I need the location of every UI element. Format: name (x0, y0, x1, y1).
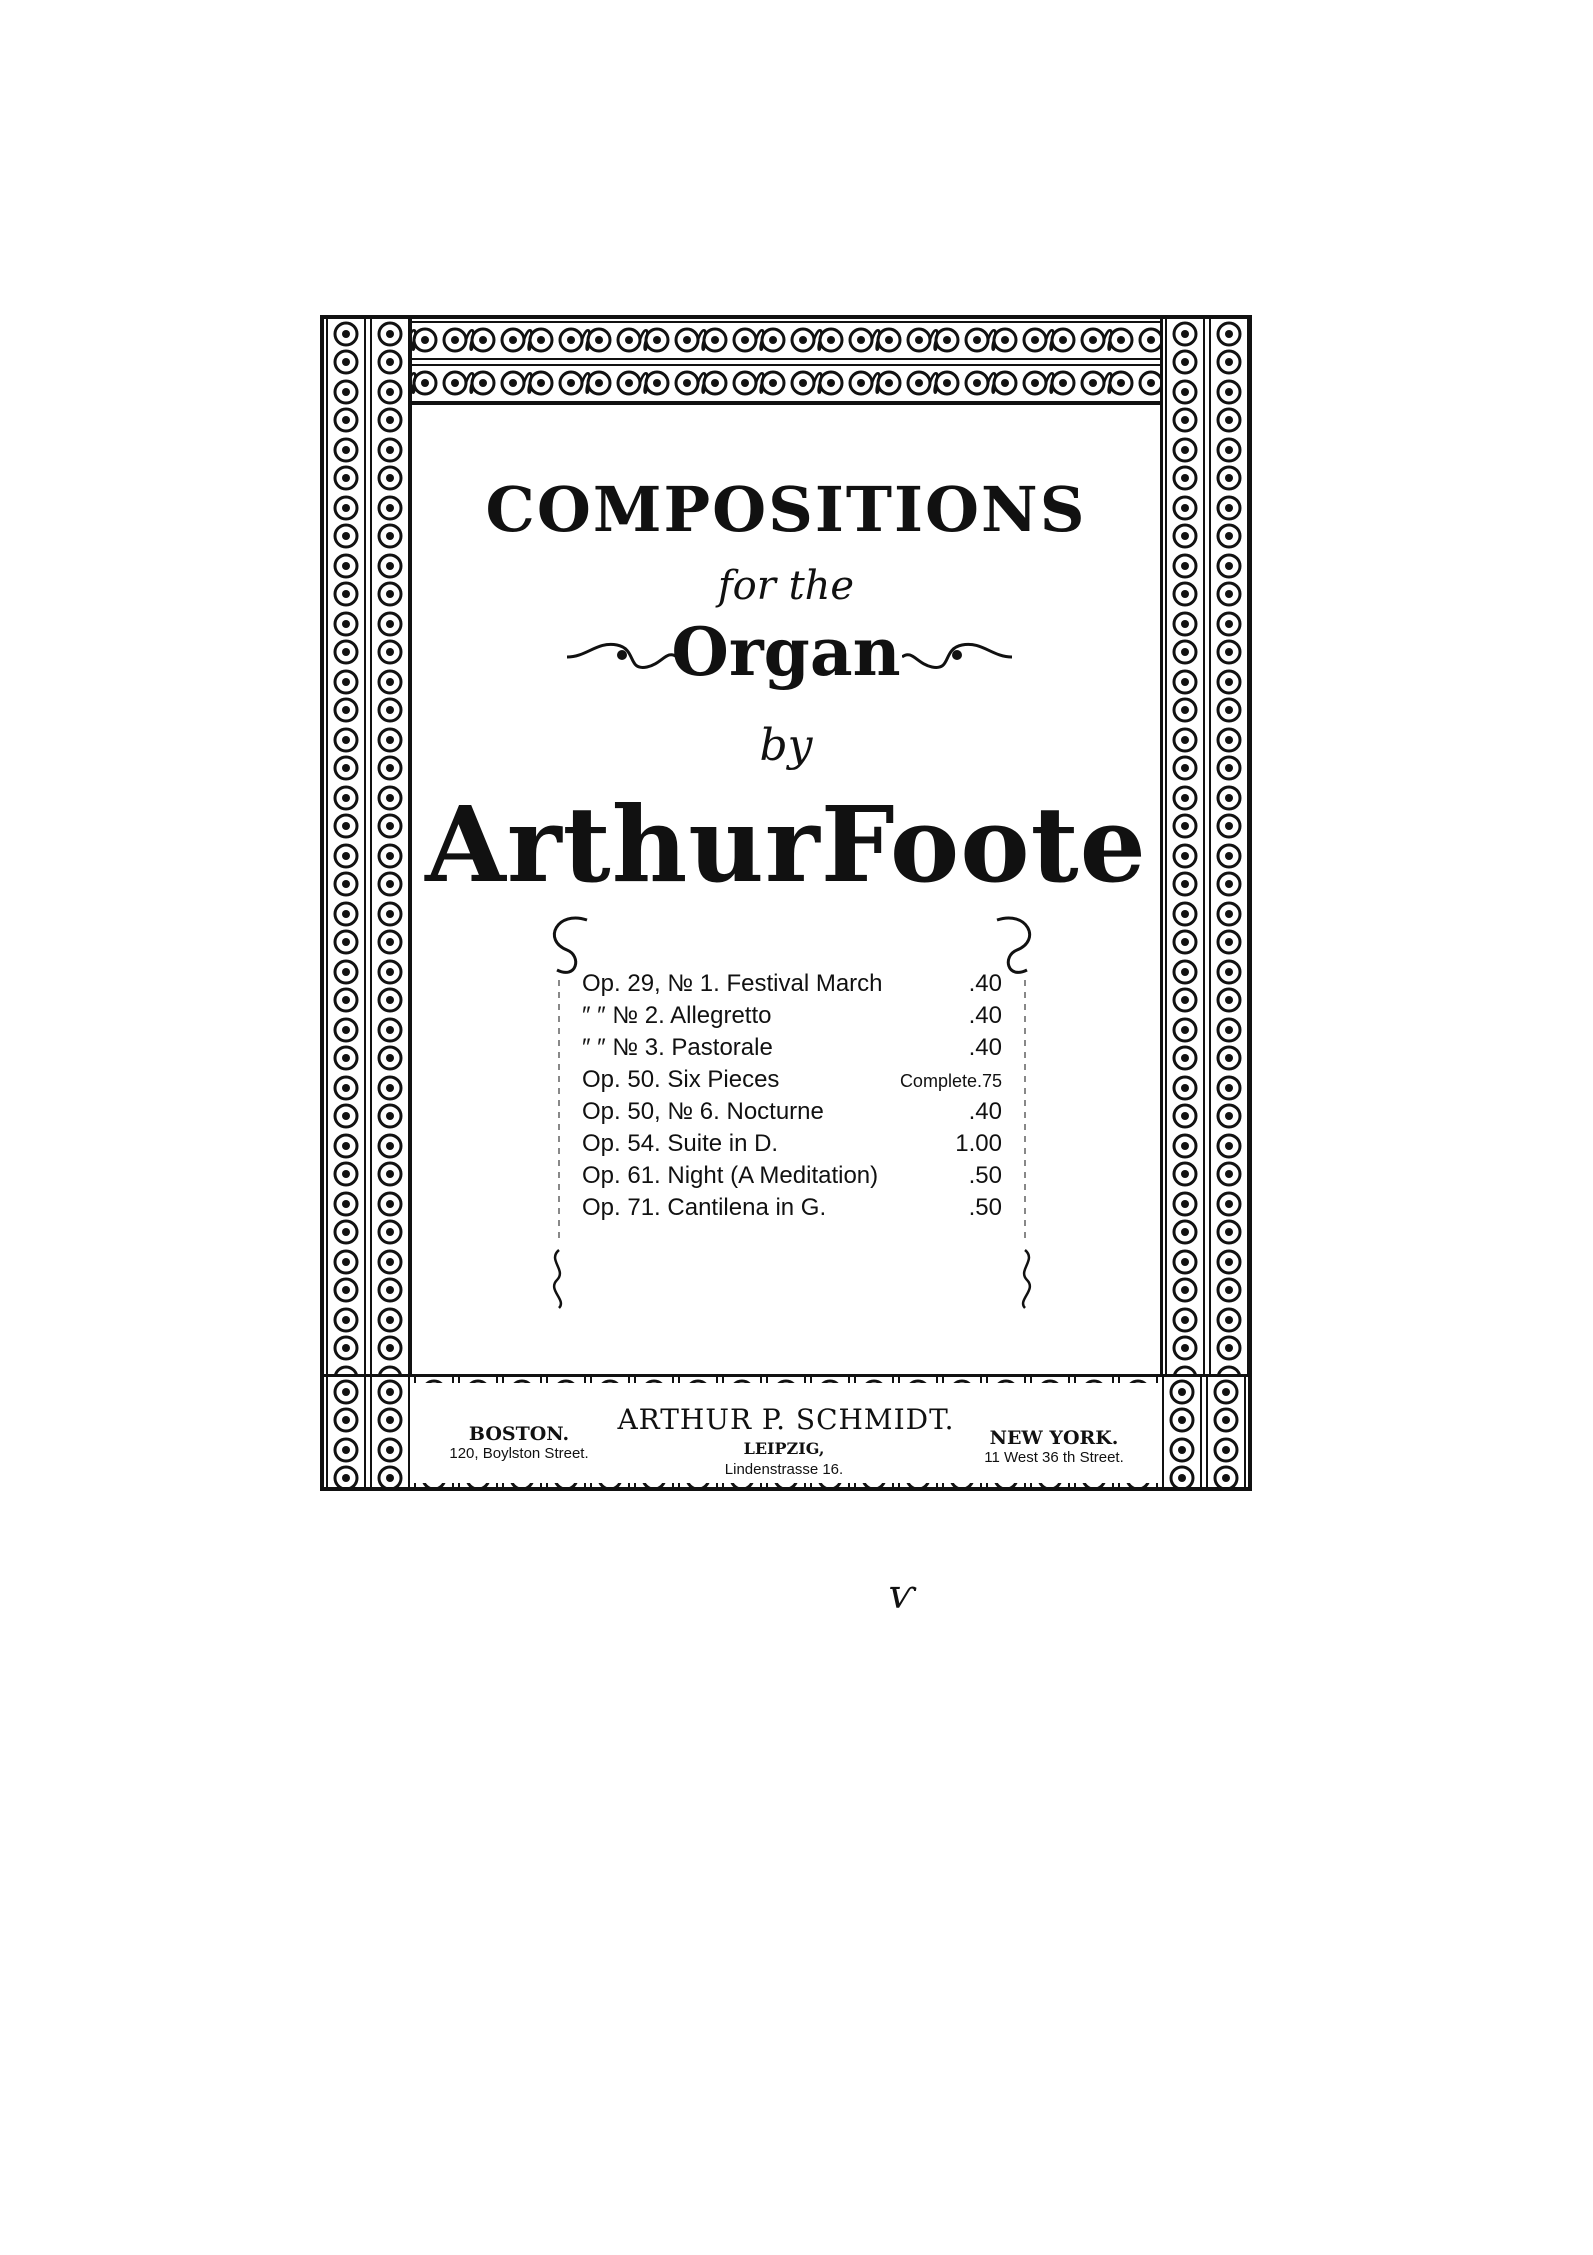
flourish-right-icon (902, 637, 1012, 677)
work-title: Op. 54. Suite in D. (582, 1130, 779, 1157)
work-title: Op. 71. Cantilena in G. (582, 1194, 827, 1221)
publisher-city-boston: BOSTON. (468, 1423, 570, 1445)
works-list (582, 970, 1002, 1226)
title-compositions: COMPOSITIONS (485, 473, 1087, 546)
title-for-the: for the (717, 563, 855, 609)
work-title: Op. 29, № 1. Festival March (582, 970, 883, 997)
publisher-panel (414, 1383, 1158, 1483)
scroll-pattern-top (324, 319, 1248, 405)
work-price: Complete.75 (899, 1071, 1002, 1091)
work-price: .50 (968, 1162, 1002, 1189)
title-panel (412, 405, 1160, 1374)
publisher-city-newyork: NEW YORK. (989, 1427, 1119, 1449)
list-item (582, 1034, 1002, 1066)
title-by: by (759, 720, 813, 771)
list-item (582, 1194, 1002, 1226)
work-price: 1.00 (955, 1130, 1002, 1157)
scroll-pattern-right (1163, 319, 1248, 1487)
publisher-address-newyork: 11 West 36 th Street. (984, 1449, 1124, 1466)
title-organ: Organ (671, 613, 901, 691)
ornamental-border-right (1160, 319, 1248, 1487)
work-title: Op. 50, № 6. Nocturne (582, 1098, 824, 1125)
work-title: Op. 61. Night (A Meditation) (582, 1162, 879, 1189)
work-title: Op. 50. Six Pieces (582, 1066, 780, 1093)
work-price: .40 (968, 970, 1002, 997)
work-price: .40 (968, 1098, 1002, 1125)
ornamental-border-top (324, 319, 1248, 405)
work-price: .40 (968, 1034, 1002, 1061)
list-item (582, 1002, 1002, 1034)
handwritten-mark: ѵ (888, 1572, 916, 1618)
work-price: .40 (968, 1002, 1002, 1029)
list-item (582, 1130, 1002, 1162)
ornamental-border-left (324, 319, 412, 1487)
ornamental-border-bottom (324, 1374, 1248, 1487)
list-item (582, 1098, 1002, 1130)
publisher-address-leipzig: Lindenstrasse 16. (724, 1461, 844, 1478)
work-price: .50 (968, 1194, 1002, 1221)
list-item (582, 970, 1002, 1002)
publisher-city-leipzig: LEIPZIG, (743, 1439, 825, 1458)
publisher-name: ARTHUR P. SCHMIDT. (617, 1403, 955, 1436)
work-title: ″ ″ № 2. Allegretto (582, 1002, 772, 1029)
composer-name: ArthurFoote (425, 783, 1147, 906)
list-item (582, 1066, 1002, 1098)
work-title: ″ ″ № 3. Pastorale (582, 1034, 773, 1061)
scroll-pattern-left (324, 319, 412, 1487)
list-item (582, 1162, 1002, 1194)
publisher-address-boston: 120, Boylston Street. (449, 1445, 589, 1462)
